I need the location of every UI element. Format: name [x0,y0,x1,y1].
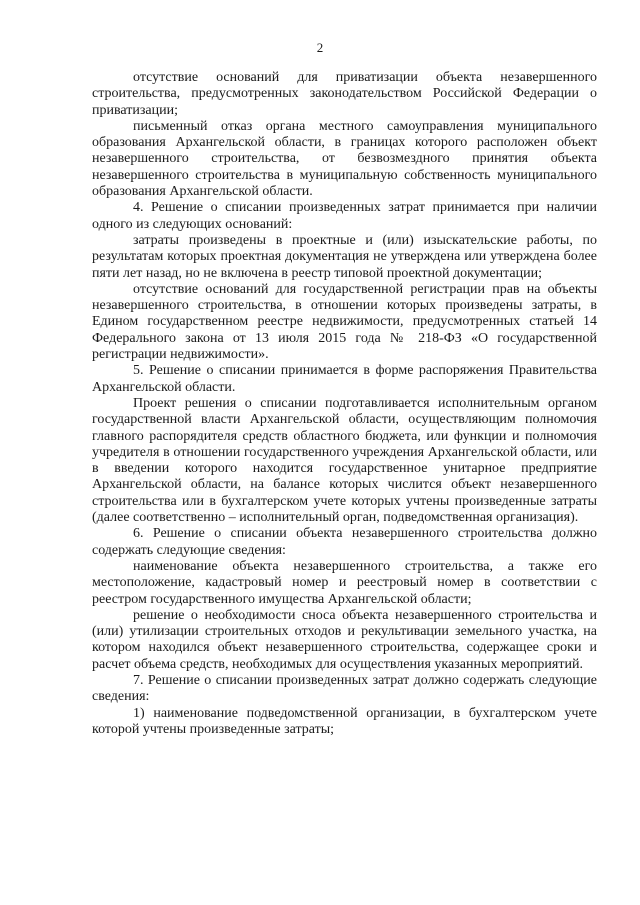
paragraph-design-costs: затраты произведены в проектные и (или) изыскательские работы, по результатам которых проектная документация не утверждена или утверждена более пяти лет назад, но не включена в реестр типовой проектной документации; [92,232,597,281]
page-number: 2 [316,40,324,55]
paragraph-item-6: 6. Решение о списании объекта незавершенного строительства должно содержать следующие сведения: [92,526,597,558]
paragraph-draft-decision: Проект решения о списании подготавливается исполнительным органом государственной власти Архангельской области, осуществляющим полномочия главного распорядителя средств областного бюджета, или функции и полномочия учредителя в отношении государственного учреждения Архангельской области, или в введении которого находится государственное унитарное предприятие Архангельской области, на балансе которых числится объект незавершенного строительства или в бухгалтерском учете которых учтены произведенные затраты (далее соответственно – исполнительный орган, подведомственная организация). [92,395,597,526]
paragraph-object-name: наименование объекта незавершенного строительства, а также его местоположение, кадастровый номер и реестровый номер в соответствии с реестром государственного имущества Архангельской области; [92,558,597,607]
paragraph-item-7: 7. Решение о списании произведенных затрат должно содержать следующие сведения: [92,672,597,705]
paragraph-item-4: 4. Решение о списании произведенных затрат принимается при наличии одного из следующих оснований: [92,200,597,232]
paragraph-no-grounds-privatization: отсутствие оснований для приватизации объекта незавершенного строительства, предусмотренных законодательством Российской Федерации о приватизации; [92,70,597,118]
paragraph-municipal-refusal: письменный отказ органа местного самоуправления муниципального образования Архангельской области, в границах которого расположен объект незавершенного строительства, от безвозмездного принятия объекта незавершенного строительства в муниципальную собственность муниципального образования Архангельской области. [92,118,597,200]
paragraph-no-registration-grounds: отсутствие оснований для государственной регистрации прав на объекты незавершенного строительства, в отношении которых произведены затраты, в Едином государственном реестре недвижимости, предусмотренных статьей 14 Федерального закона от 13 июля 2015 года № 218-ФЗ «О государственной регистрации недвижимости». [92,281,597,363]
document-body [92,70,597,738]
paragraph-item-5: 5. Решение о списании принимается в форме распоряжения Правительства Архангельской области. [92,363,597,395]
paragraph-demolition-decision: решение о необходимости сноса объекта незавершенного строительства и (или) утилизации строительных отходов и рекультивации земельного участка, на котором находился объект незавершенного строительства, содержащее сроки и расчет объема средств, необходимых для осуществления указанных мероприятий. [92,607,597,672]
paragraph-subitem-1: 1) наименование подведомственной организации, в бухгалтерском учете которой учтены произведенные затраты; [92,705,597,737]
